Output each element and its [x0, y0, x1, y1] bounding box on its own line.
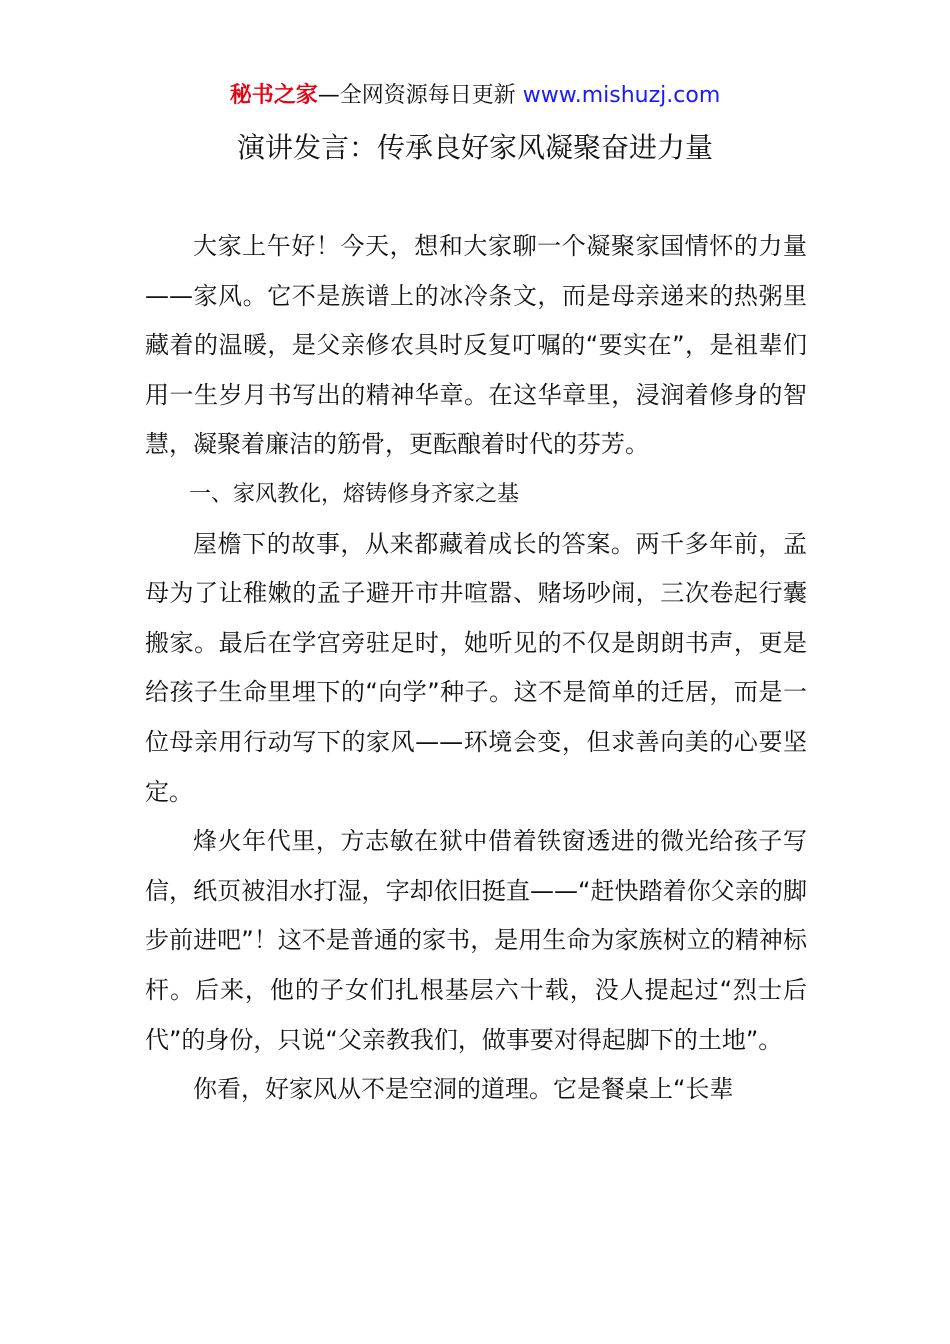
document-body [145, 222, 807, 1115]
paragraph-mencius-mother: 屋檐下的故事，从来都藏着成长的答案。两千多年前，孟母为了让稚嫩的孟子避开市井喧嚣、赌场吵闹，三次卷起行囊搬家。最后在学宫旁驻足时，她听见的不仅是朗朗书声，更是给孩子生命里埋下的“向学”种子。这不是简单的迁居，而是一位母亲用行动写下的家风——环境会变，但求善向美的心要坚定。 [145, 529, 807, 806]
header-tagline: —全网资源每日更新 [317, 83, 523, 108]
section-heading: 一、家风教化，熔铸修身齐家之基 [189, 481, 520, 507]
site-url-link[interactable]: www.mishuzj.com [522, 83, 721, 108]
paragraph-conclusion: 你看，好家风从不是空洞的道理。它是餐桌上“长辈 [193, 1075, 734, 1104]
paragraph-fang-zhimin: 烽火年代里，方志敏在狱中借着铁窗透进的微光给孩子写信，纸页被泪水打湿，字却依旧挺直——“赶快踏着你父亲的脚步前进吧”！这不是普通的家书，是用生命为家族树立的精神标杆。后来，他的子女们扎根基层六十载，没人提起过“烈士后代”的身份，只说“父亲教我们，做事要对得起脚下的土地”。 [145, 827, 807, 1054]
site-header [0, 80, 950, 112]
brand-name: 秘书之家 [229, 83, 318, 108]
document-title: 演讲发言：传承良好家风凝聚奋进力量 [236, 131, 713, 164]
paragraph-intro: 大家上午好！今天，想和大家聊一个凝聚家国情怀的力量——家风。它不是族谱上的冰冷条文，而是母亲递来的热粥里藏着的温暖，是父亲修农具时反复叮嘱的“要实在”，是祖辈们用一生岁月书写出的精神华章。在这华章里，浸润着修身的智慧，凝聚着廉洁的筋骨，更酝酿着时代的芬芳。 [145, 232, 807, 459]
